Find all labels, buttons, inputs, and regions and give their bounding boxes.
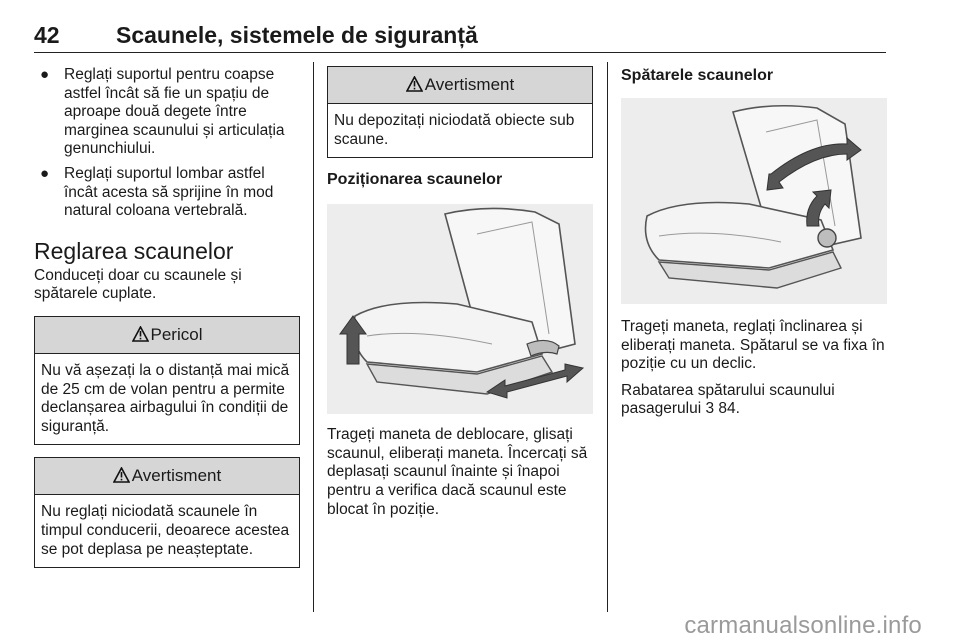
column-left xyxy=(34,62,300,580)
danger-box xyxy=(34,316,300,445)
figure-caption: Trageți maneta de deblocare, glisați scaunul, eliberați maneta. Încercați să deplasați scaunul înainte și înapoi pentru a verifica dacă scaunul este blocat în poziție. xyxy=(327,426,588,518)
seat-recline-figure xyxy=(621,98,887,304)
subheading: Spătarele scaunelor xyxy=(621,67,774,84)
column-right xyxy=(621,62,887,427)
watermark: carmanualsonline.info xyxy=(684,612,922,639)
page-header xyxy=(34,18,886,53)
bullet-icon: ● xyxy=(40,66,50,83)
warning-box-title: Avertisment xyxy=(131,466,222,486)
warning-triangle-icon xyxy=(132,326,149,342)
seat-slide-illustration-icon xyxy=(327,204,593,414)
warning-box-body: Nu reglați niciodată scaunele în timpul conducerii, deoarece acestea se pot deplasa pe neașteptate. xyxy=(41,503,290,558)
bullet-icon: ● xyxy=(40,164,50,182)
bullet-list xyxy=(34,66,300,221)
warning-box-body: Nu depozitați niciodată obiecte sub scaune. xyxy=(334,112,575,148)
column-divider xyxy=(313,62,314,612)
seat-slide-figure xyxy=(327,204,593,414)
warning-triangle-icon xyxy=(113,467,130,483)
column-divider xyxy=(607,62,608,612)
warning-box-header xyxy=(328,67,592,104)
subheading: Poziționarea scaunelor xyxy=(327,171,503,189)
warning-triangle-icon xyxy=(406,76,423,92)
section-title: Reglarea scaunelor xyxy=(34,237,234,264)
figure-caption: Trageți maneta, reglați înclinarea și eliberați maneta. Spătarul se va fixa în poziție cu un declic. xyxy=(621,318,885,373)
warning-box xyxy=(34,457,300,568)
page-reference-icon: 3 xyxy=(705,400,715,418)
page-number: 42 xyxy=(34,22,60,48)
running-title: Scaunele, sistemele de siguranță xyxy=(116,22,478,48)
reference-page[interactable]: 84. xyxy=(718,400,740,418)
column-middle xyxy=(327,62,593,527)
intro-text: Conduceți doar cu scaunele și spătarele cuplate. xyxy=(34,266,242,303)
seat-recline-illustration-icon xyxy=(621,98,887,304)
list-item: ● Reglați suportul pentru coapse astfel încât să fie un spațiu de aproape două degete între marginea scaunului și articulația genunchiului. xyxy=(40,66,285,158)
danger-box-header xyxy=(35,317,299,354)
warning-box-title: Avertisment xyxy=(424,75,515,94)
danger-box-body: Nu vă așezați la o distanță mai mică de 25 cm de volan pentru a permite declanșarea airbagului în condiții de siguranță. xyxy=(41,361,290,435)
cross-reference: Rabatarea spătarului scaunului pasagerului 3 84. xyxy=(621,381,835,418)
list-item: ● Reglați suportul lombar astfel încât acesta să sprijine în mod natural coloana vertebrală. xyxy=(40,164,274,220)
danger-box-title: Pericol xyxy=(150,324,203,344)
warning-box-header xyxy=(35,458,299,495)
warning-box xyxy=(327,66,593,158)
